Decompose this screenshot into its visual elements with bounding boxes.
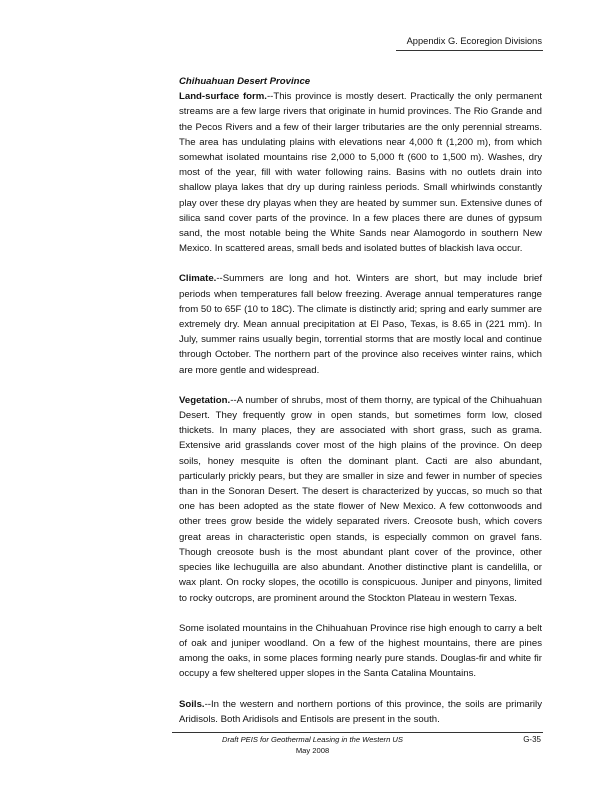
climate-text: --Summers are long and hot. Winters are short, but may include brief periods when temperatures fall below freezing. Average annual temperatures range from 50 to 65F (10 to 18C). The climate is distinctly arid; spring and early summer are extremely dry. Mean annual precipitation at El Paso, Texas, is 8.65 in (221 mm). In July, summer rains usually begin, torrential storms that are mostly local and continue through October. The northern part of the province also receives winter rains, which are more gentle and widespread. — [179, 273, 542, 376]
paragraph-climate — [179, 271, 542, 377]
landform-term: Land-surface form. — [179, 91, 267, 103]
footer-date: May 2008 — [295, 746, 330, 755]
soils-term: Soils. — [179, 698, 205, 710]
paragraph-vegetation — [179, 393, 542, 606]
paragraph-mountains — [179, 621, 542, 682]
header-rule — [396, 50, 543, 51]
climate-term: Climate. — [179, 273, 217, 285]
paragraph-landform — [179, 89, 542, 256]
page-footer — [0, 732, 612, 772]
landform-text: --This province is mostly desert. Practically the only permanent streams are a few large rivers that originate in humid provinces. The Rio Grande and the Pecos Rivers and a few of their larger tributaries are the only perennial streams. The area has undulating plains with elevations near 4,000 ft (1,200 m), from which somewhat isolated mountains rise 2,000 to 5,000 ft (600 to 1,500 m). Washes, dry most of the year, fill with water following rains. Basins with no outlets drain into shallow playa lakes that dry up during rainless periods. Small whirlwinds constantly play over these dry playas when they are heated by summer sun. Extensive dunes of silica sand cover parts of the province. In a few places there are dunes of gypsum sand, the most notable being the White Sands near Alamogordo in southern New Mexico. In scattered areas, small beds and isolated buttes of blackish lava occur. — [179, 91, 542, 255]
page-number: G-35 — [523, 735, 541, 744]
header-title: Appendix G. Ecoregion Divisions — [406, 36, 542, 46]
mountains-text: Some isolated mountains in the Chihuahuan Province rise high enough to carry a belt of oak and juniper woodland. On a few of the highest mountains, there are pines among the oaks, in some places forming nearly pure stands. Douglas-fir and white fir occupy a few sheltered upper slopes in the Santa Catalina Mountains. — [179, 622, 542, 680]
soils-text: --In the western and northern portions of this province, the soils are primarily Aridisols. Both Aridisols and Entisols are present in the south. — [179, 698, 542, 725]
vegetation-term: Vegetation. — [179, 394, 231, 406]
paragraph-soils — [179, 697, 542, 727]
footer-rule — [172, 732, 543, 733]
section-title: Chihuahuan Desert Province — [179, 76, 311, 87]
page-header — [0, 0, 612, 54]
vegetation-text: --A number of shrubs, most of them thorny, are typical of the Chihuahuan Desert. They frequently grow in open stands, but sometimes form low, closed thickets. In many places, they are associated with short grass, such as grama. Extensive arid grasslands cover most of the high plains of the province. On deep soils, honey mesquite is often the dominant plant. Cacti are also abundant, particularly prickly pears, but they are smaller in size and fewer in number of species than in the Sonoran Desert. The desert is characterized by yuccas, so much so that one has been adopted as the state flower of New Mexico. A few cottonwoods and other trees grow beside the widely separated rivers. Creosote bush, which covers great areas in characteristic open stands, is especially common on gravel fans. Though creosote bush is the most abundant plant cover of the province, other species like lechuguilla are also abundant. Another distinctive plant is candelilla, or wax plant. On rocky slopes, the ocotillo is conspicuous. Juniper and pinyons, limited to rocky outcrops, are prominent around the Stockton Plateau in western Texas. — [179, 394, 542, 604]
footer-document-title: Draft PEIS for Geothermal Leasing in the Western US — [222, 735, 403, 744]
document-body — [179, 74, 542, 727]
